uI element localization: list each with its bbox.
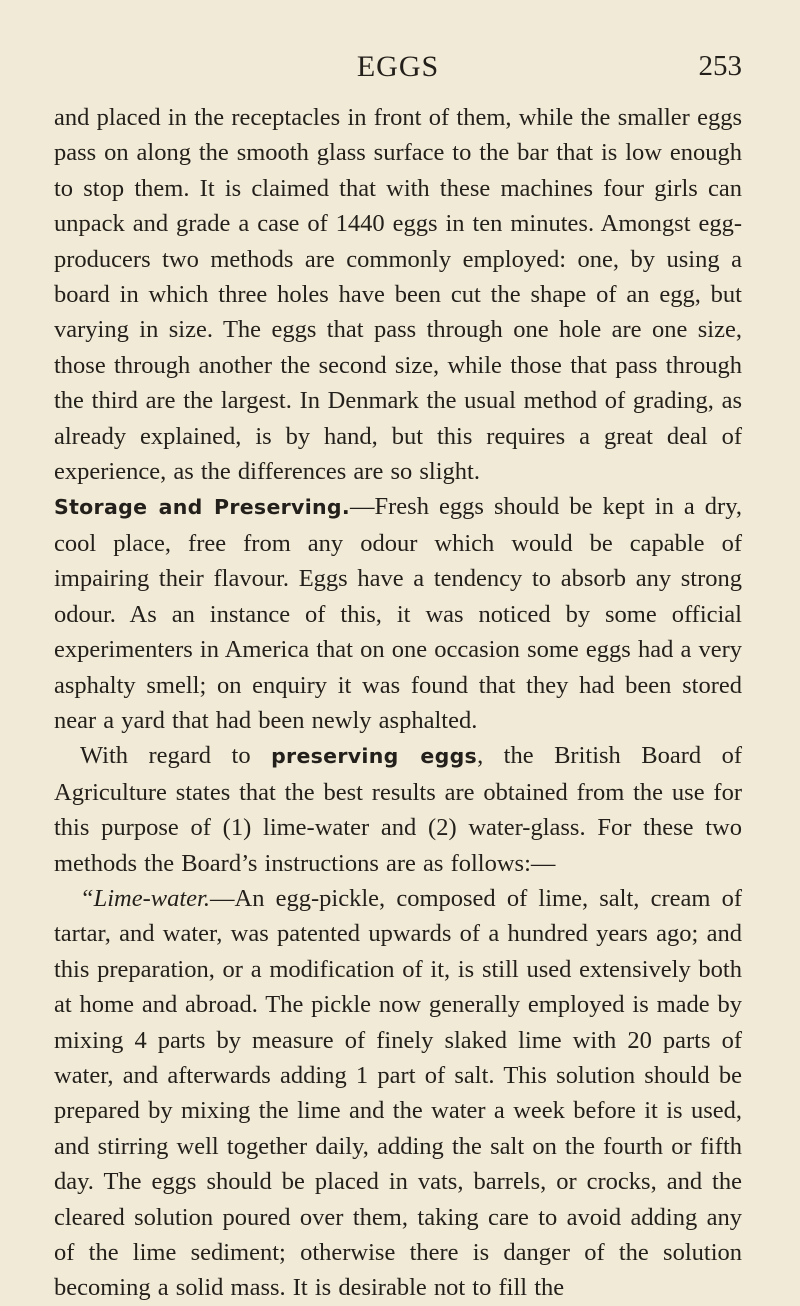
page-number: 253	[698, 50, 742, 82]
paragraph-grading: and placed in the receptacles in front of them, while the smaller eggs pass on along the smooth glass surface to the bar that is low enough to stop them. It is claimed that with these machines four girls can unpack and grade a case of 1440 eggs in ten minutes. Amongst egg-producers two methods are commonly employed: one, by using a board in which three holes have been cut the shape of an egg, but varying in size. The eggs that pass through one hole are one size, those through another the second size, while those that pass through the third are the largest. In Denmark the usual method of grading, as already explained, is by hand, but this requires a great deal of experience, as the differences are so slight.	[54, 104, 742, 486]
paragraph-storage	[54, 489, 742, 738]
paragraph-preserving	[54, 738, 742, 881]
paragraph-storage-text: —Fresh eggs should be kept in a dry, cool place, free from any odour which would be capable of impairing their flavour. Eggs have a tendency to absorb any strong odour. As an instance of this, it was noticed by some official experimenters in America that on one occasion some eggs had a very asphalty smell; on enquiry it was found that they had been stored near a yard that had been newly asphalted.	[54, 493, 742, 734]
paragraph-lime-water	[54, 881, 742, 1306]
lime-water-heading: “Lime-water.	[80, 884, 211, 912]
running-header	[54, 0, 742, 100]
section-heading-storage: Storage and Preserving.	[54, 495, 350, 520]
paragraph-preserving-lead: With regard to	[80, 742, 272, 770]
body-text	[54, 100, 742, 1306]
paragraph-preserving-text: , the British Board of Agriculture states that the best results are obtained from the use for this purpose of (1) lime-water and (2) water-glass. For these two methods the Board’s instructions are as follows:—	[54, 742, 743, 877]
page-title: EGGS	[356, 50, 440, 83]
paragraph-lime-water-text: —An egg-pickle, composed of lime, salt, cream of tartar, and water, was patented upwards of a hundred years ago; and this preparation, or a modification of it, is still used extensively both at home and abroad. The pickle now generally employed is made by mixing 4 parts by measure of finely slaked lime with 20 parts of water, and afterwards adding 1 part of salt. This solution should be prepared by mixing the lime and the water a week before it is used, and stirring well together daily, adding the salt on the fourth or fifth day. The eggs should be placed in vats, barrels, or crocks, and the cleared solution poured over them, taking care to avoid adding any of the lime sediment; otherwise there is danger of the solution becoming a solid mass. It is desirable not to fill the	[54, 884, 742, 1302]
preserving-eggs-phrase: preserving eggs	[271, 744, 478, 769]
